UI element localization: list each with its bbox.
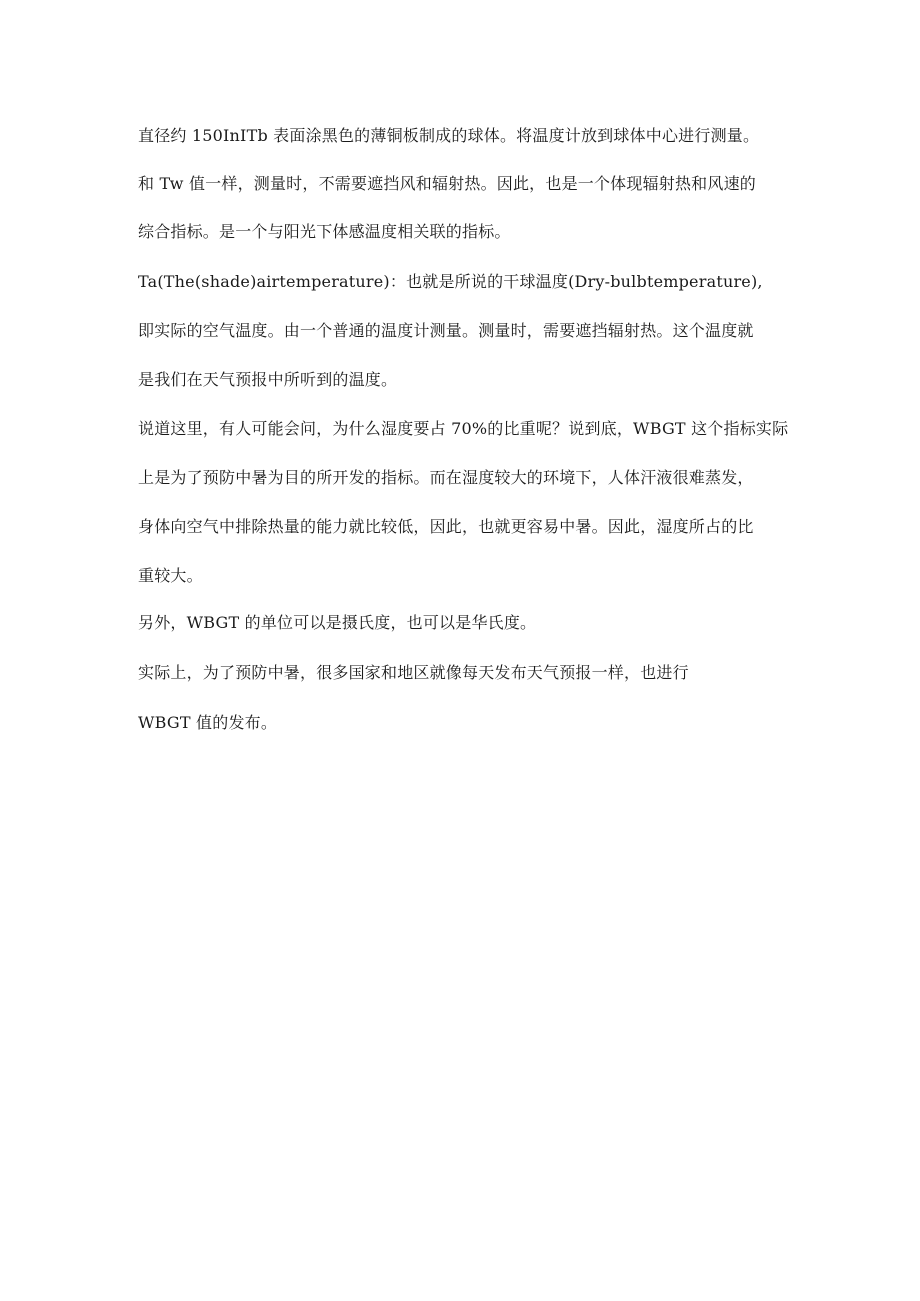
paragraph-line: Ta(The(shade)airtemperature)：也就是所说的干球温度(Dry-bulbtemperature),	[138, 272, 763, 291]
paragraph-line: 上是为了预防中暑为目的所开发的指标。而在湿度较大的环境下，人体汗液很难蒸发，	[138, 468, 754, 487]
paragraph-line: 说道这里，有人可能会问，为什么湿度要占 70%的比重呢？说到底，WBGT 这个指标实际	[138, 419, 789, 438]
paragraph-line: 身体向空气中排除热量的能力就比较低，因此，也就更容易中暑。因此，湿度所占的比	[138, 517, 754, 536]
paragraph-line: 是我们在天气预报中所听到的温度。	[138, 370, 398, 389]
paragraph-line: WBGT 值的发布。	[138, 713, 278, 732]
paragraph-line: 重较大。	[138, 566, 203, 585]
paragraph-line: 即实际的空气温度。由一个普通的温度计测量。测量时，需要遮挡辐射热。这个温度就	[138, 321, 754, 340]
paragraph-line: 综合指标。是一个与阳光下体感温度相关联的指标。	[138, 222, 511, 241]
paragraph-line: 和 Tw 值一样，测量时，不需要遮挡风和辐射热。因此，也是一个体现辐射热和风速的	[138, 174, 756, 193]
paragraph-line: 实际上，为了预防中暑，很多国家和地区就像每天发布天气预报一样，也进行	[138, 663, 689, 682]
paragraph-line: 另外，WBGT 的单位可以是摄氏度，也可以是华氏度。	[138, 613, 537, 632]
paragraph-line: 直径约 150InITb 表面涂黑色的薄铜板制成的球体。将温度计放到球体中心进行测量。	[138, 126, 760, 145]
